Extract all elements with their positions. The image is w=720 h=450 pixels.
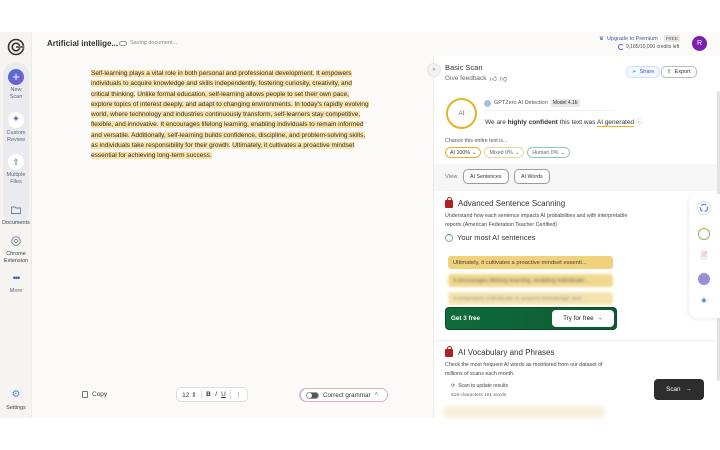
human-probability-pill[interactable]: Human 0% ⌄ [527, 147, 570, 158]
vocabulary-title: AI Vocabulary and Phrases [445, 347, 555, 357]
user-avatar[interactable]: R [692, 36, 707, 51]
model-badge: Model 4.1b [552, 100, 578, 106]
ai-score-ring: AI [446, 98, 477, 129]
view-label: View [445, 174, 458, 180]
sparkle-icon: ✦ [8, 112, 24, 128]
confidence-statement: We are highly confident this text was AI generated ⓘ [485, 119, 642, 126]
text-editor[interactable] [32, 56, 433, 418]
sentences-icon [445, 234, 453, 242]
feedback-row: Give feedback 👍︎ 👎︎ [445, 75, 507, 83]
sentence: It empowers individuals to acquire knowledge and skills independently, fostering curiosity, creativity, and critical thinking. [91, 70, 352, 98]
gptzero-logo-icon[interactable] [6, 37, 26, 57]
gptzero-icon [484, 100, 491, 107]
send-icon: ➢ [632, 69, 637, 75]
sentence: It encourages lifelong learning, enabling individuals to remain informed and versatile. [91, 121, 364, 139]
ai-detector-tool-icon[interactable] [697, 201, 711, 215]
advanced-scanning-desc: Understand how each sentence impacts AI probabilities and with interpretable reports (American Federation Teacher Certified) [445, 213, 628, 228]
chance-label: Chance this entire text is... [445, 138, 508, 144]
results-panel [433, 56, 720, 418]
chrome-icon [8, 233, 24, 249]
divider [434, 340, 717, 341]
sidebar-item-multiple-files[interactable]: ⇪ Multiple Files [0, 154, 32, 185]
ai-words-button[interactable]: AI Words [514, 169, 550, 184]
copy-icon [82, 391, 88, 398]
text-counts: 819 characters 101 words [451, 393, 507, 398]
saving-status: Saving document... [119, 40, 177, 46]
sentence: Self-learning plays a vital role in both personal and professional development. [91, 70, 315, 77]
view-toggle-row [434, 164, 717, 191]
chevron-down-icon: ⌄ [514, 149, 520, 156]
lock-icon [445, 200, 453, 208]
vocabulary-desc: Check the most frequent AI words as monitored from our dataset of millions of scans each month. [445, 362, 603, 377]
divider [230, 390, 231, 399]
correct-grammar-toggle[interactable]: Correct grammar ˄ [300, 388, 388, 402]
plan-badge: FREE [665, 36, 678, 41]
plus-icon: + [8, 69, 24, 85]
scan-footer [434, 377, 717, 418]
italic-button[interactable]: I [215, 391, 217, 398]
upload-icon: ⇪ [8, 154, 24, 170]
get-free-banner: Get 3 free Try for free → [445, 307, 617, 330]
share-button[interactable]: ➢ Share [626, 66, 660, 78]
writing-report-tool-icon[interactable] [698, 228, 710, 240]
results-scroll-area[interactable] [434, 91, 717, 418]
thumbs-down-icon[interactable]: 👎︎ [499, 76, 507, 83]
sentence: Ultimately, it cultivates a proactive mindset essential for achieving long-term success. [91, 142, 355, 160]
ai-sentence-item: It empowers individuals to acquire knowledge and... [448, 292, 613, 305]
ai-sentence-item[interactable]: Ultimately, it cultivates a proactive mindset essenti... [448, 256, 613, 269]
document-title[interactable]: Artificial intellige... [47, 39, 119, 48]
lock-icon [445, 349, 453, 357]
format-toolbar [176, 387, 248, 402]
cloud-icon [119, 41, 127, 46]
sidebar-item-settings[interactable]: ⚙ Settings [6, 388, 26, 411]
app-root [0, 32, 720, 418]
mixed-probability-pill[interactable]: Mixed 0% ⌄ [484, 147, 524, 158]
document-tool-icon[interactable]: 🗎 [700, 251, 708, 260]
scan-update-status: ⟳ Scan to update results [451, 383, 508, 389]
detector-info: GPTZero AI Detection Model 4.1b [484, 99, 580, 107]
chevron-down-icon: ⌄ [560, 149, 565, 156]
font-size-select[interactable]: 12 ⇕ [182, 391, 197, 399]
more-options-icon[interactable]: ⋮ [235, 391, 242, 399]
sidebar-item-new-scan[interactable]: + New Scan [9, 68, 23, 100]
collapse-panel-button[interactable]: » [427, 63, 441, 77]
credits-remaining: 9,185/10,000 credits left [618, 44, 679, 50]
arrow-right-icon: → [685, 386, 692, 393]
divider [484, 110, 614, 111]
ai-sentence-item: It encourages lifelong learning, enabling individuals... [448, 274, 613, 287]
probability-pills [445, 147, 570, 158]
export-button[interactable]: ⇧ Export [661, 66, 697, 78]
credits-ring-icon [618, 44, 624, 50]
sidebar [0, 32, 32, 418]
toggle-switch[interactable] [306, 392, 319, 399]
arrow-right-icon: → [596, 315, 603, 322]
underline-button[interactable]: U [221, 391, 226, 398]
refresh-icon: ⟳ [451, 383, 456, 389]
ai-sentences-button[interactable]: AI Sentences [463, 169, 509, 184]
sidebar-item-documents[interactable]: Documents [0, 202, 32, 227]
document-text[interactable] [91, 69, 371, 162]
ai-probability-pill[interactable]: AI 100% ⌄ [445, 147, 481, 158]
sidebar-item-chrome-extension[interactable]: Chrome Extension [0, 233, 32, 264]
try-for-free-button[interactable]: Try for free → [552, 310, 614, 327]
crown-icon: ♛ [599, 35, 604, 42]
scan-button[interactable]: Scan → [654, 379, 704, 400]
tool-dock [689, 194, 720, 318]
info-icon[interactable]: ⓘ [635, 120, 642, 126]
chevron-down-icon: ⌄ [472, 149, 477, 156]
most-ai-sentences-title: Your most AI sentences [445, 233, 536, 242]
thumbs-up-icon[interactable]: 👍︎ [489, 76, 497, 83]
gear-icon: ⚙ [11, 388, 21, 400]
sentence: Additionally, self-learning builds confidence, discipline, and problem-solving skills, as individuals take responsibility for their growth. [91, 131, 366, 150]
panel-title: Basic Scan [445, 63, 483, 72]
top-header [32, 32, 720, 56]
advanced-scanning-title: Advanced Sentence Scanning [445, 198, 565, 208]
sentence: In today's rapidly evolving world, where technology and industries continuously transform, self-learners stay competitive, flexible, and innovative. [91, 100, 369, 129]
divider [201, 390, 202, 399]
export-icon: ⇧ [667, 69, 672, 75]
sidebar-item-more[interactable]: ••• More [0, 270, 32, 295]
editor-toolbar [32, 382, 433, 412]
upgrade-premium-link[interactable]: ♛ Upgrade to Premium FREE [599, 35, 678, 42]
sparkle-tool-icon[interactable]: ✦ [699, 295, 709, 307]
circle-tool-icon[interactable] [698, 273, 710, 285]
more-icon: ••• [12, 272, 20, 283]
sentence: Unlike formal education, self-learning allows people to set their own pace, explore topics of interest deeply, and adapt to changing environments. [91, 90, 349, 108]
sidebar-item-custom-review[interactable]: ✦ Custom Review [6, 113, 26, 143]
bold-button[interactable]: B [206, 391, 211, 398]
folder-icon [8, 202, 24, 218]
chevron-up-icon: ˄ [374, 392, 379, 398]
copy-button[interactable]: Copy [82, 391, 107, 398]
